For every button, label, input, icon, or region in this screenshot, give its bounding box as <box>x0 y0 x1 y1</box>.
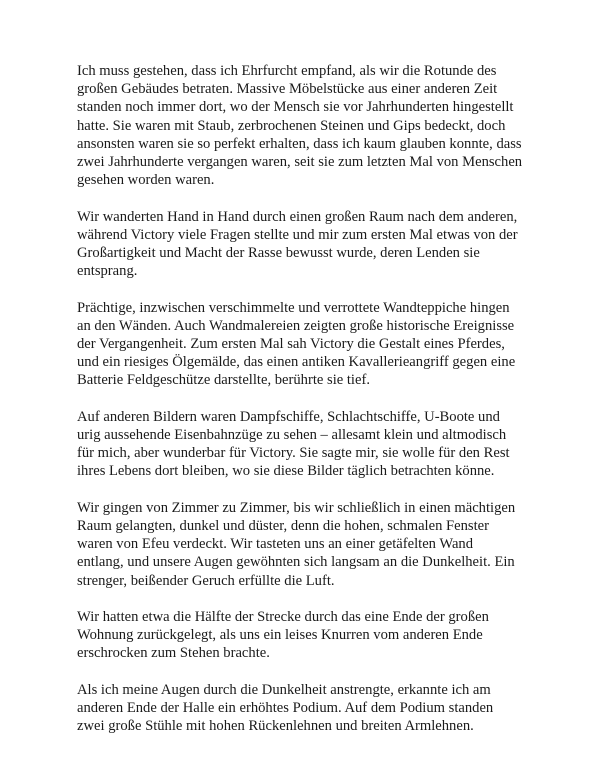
text-line: Auf anderen Bildern waren Dampfschiffe, Schlachtschiffe, U-Boote und <box>77 408 500 425</box>
paragraph-7 <box>77 681 547 736</box>
text-line: und ein riesiges Ölgemälde, das einen antiken Kavallerieangriff gegen eine <box>77 354 516 371</box>
text-line: anderen Ende der Halle ein erhöhtes Podium. Auf dem Podium standen <box>77 700 494 717</box>
paragraph-1 <box>77 62 547 189</box>
text-line: standen noch immer dort, wo der Mensch sie vor Jahrhunderten hingestellt <box>77 99 514 116</box>
text-line: Wir gingen von Zimmer zu Zimmer, bis wir schließlich in einen mächtigen <box>77 499 516 516</box>
text-line: Batterie Feldgeschütze darstellte, berührte sie tief. <box>77 372 370 389</box>
text-line: an den Wänden. Auch Wandmalereien zeigten große historische Ereignisse <box>77 317 515 334</box>
text-line: zwei große Stühle mit hohen Rückenlehnen und breiten Armlehnen. <box>77 718 474 735</box>
text-line: der Vergangenheit. Zum ersten Mal sah Victory die Gestalt eines Pferdes, <box>77 336 505 353</box>
text-line: Raum gelangten, dunkel und düster, denn die hohen, schmalen Fenster <box>77 518 489 535</box>
text-line: strenger, beißender Geruch erfüllte die Luft. <box>77 572 335 589</box>
paragraph-6 <box>77 608 547 663</box>
text-line: großen Gebäudes betraten. Massive Möbelstücke aus einer anderen Zeit <box>77 81 498 98</box>
paragraph-5 <box>77 499 547 590</box>
text-line: Als ich meine Augen durch die Dunkelheit anstrengte, erkannte ich am <box>77 681 491 698</box>
text-line: entlang, und unsere Augen gewöhnten sich langsam an die Dunkelheit. Ein <box>77 554 515 571</box>
text-line: gesehen worden waren. <box>77 172 215 189</box>
paragraph-4 <box>77 408 547 481</box>
text-line: Wohnung zurückgelegt, als uns ein leises Knurren vom anderen Ende <box>77 627 483 644</box>
document-page <box>77 62 547 754</box>
text-line: urig aussehende Eisenbahnzüge zu sehen – allesamt klein und altmodisch <box>77 427 507 444</box>
text-line: Wir hatten etwa die Hälfte der Strecke durch das eine Ende der großen <box>77 609 489 626</box>
text-line: ihres Lebens dort bleiben, wo sie diese Bilder täglich betrachten könne. <box>77 463 495 480</box>
text-line: hatte. Sie waren mit Staub, zerbrochenen Steinen und Gips bedeckt, doch <box>77 117 506 134</box>
text-line: für mich, aber wunderbar für Victory. Sie sagte mir, sie wolle für den Rest <box>77 445 510 462</box>
text-line: zwei Jahrhunderte vergangen waren, seit sie zum letzten Mal von Menschen <box>77 154 523 171</box>
text-line: erschrocken zum Stehen brachte. <box>77 645 270 662</box>
text-line: Großartigkeit und Macht der Rasse bewusst wurde, deren Lenden sie <box>77 245 480 262</box>
text-line: Ich muss gestehen, dass ich Ehrfurcht empfand, als wir die Rotunde des <box>77 63 497 79</box>
text-line: waren von Efeu verdeckt. Wir tasteten uns an einer getäfelten Wand <box>77 536 474 553</box>
text-line: Wir wanderten Hand in Hand durch einen großen Raum nach dem anderen, <box>77 208 518 225</box>
paragraph-3 <box>77 299 547 390</box>
text-line: ansonsten waren sie so perfekt erhalten, dass ich kaum glauben konnte, dass <box>77 135 522 152</box>
text-line: entsprang. <box>77 263 138 280</box>
paragraph-2 <box>77 208 547 281</box>
text-line: während Victory viele Fragen stellte und mir zum ersten Mal etwas von der <box>77 226 518 243</box>
text-line: Prächtige, inzwischen verschimmelte und verrottete Wandteppiche hingen <box>77 299 510 316</box>
